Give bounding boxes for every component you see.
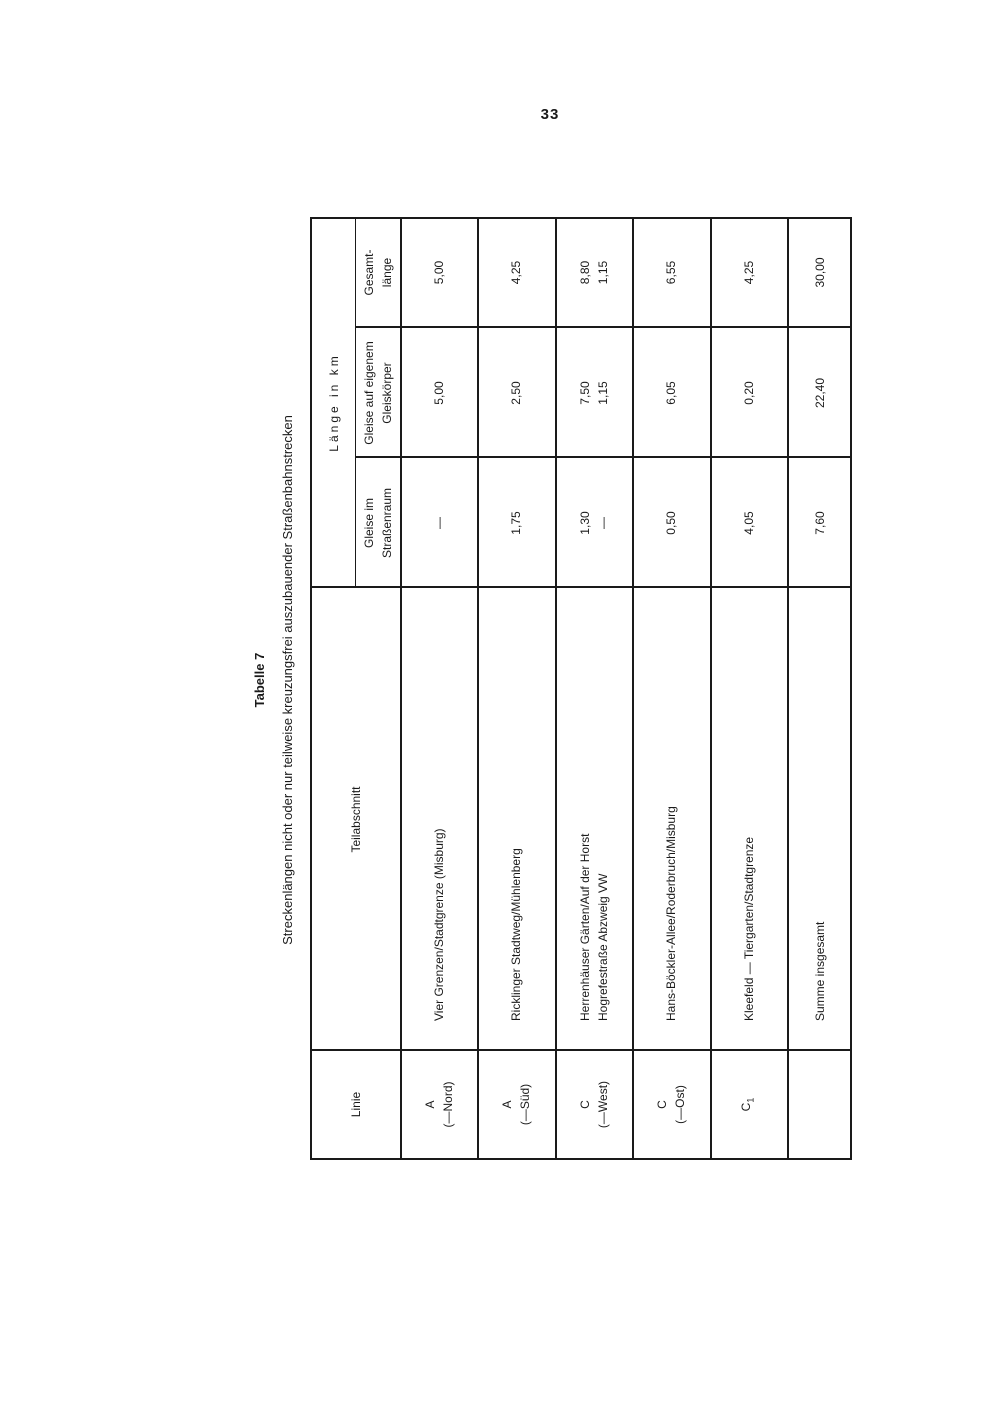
row-5-abschnitt <box>710 588 787 1051</box>
table-caption-subtitle: Streckenlängen nicht oder nur teilweise kreuzungsfrei auszubauender Straßenbahnstrecken <box>280 415 295 945</box>
row-5-eigen <box>710 328 787 458</box>
header-strassenraum <box>355 458 400 588</box>
row-1-abschnitt <box>400 588 477 1051</box>
row-4-eigen <box>632 328 710 458</box>
abschnitt-text: Ricklinger Stadtweg/Mühlenberg <box>509 848 523 1021</box>
value-strasse: — <box>431 517 446 529</box>
value-strasse: 0,50 <box>664 511 678 535</box>
row-1-linie <box>400 1051 477 1158</box>
sum-label: Summe insgesamt <box>812 921 827 1021</box>
value-gesamt: 6,55 <box>664 260 678 285</box>
header-laenge-label: Länge in km <box>326 353 341 452</box>
row-1-eigen <box>400 328 477 458</box>
row-1-strasse <box>400 458 477 588</box>
header-laenge-group <box>312 217 355 588</box>
value-gesamt: 8,80 <box>577 260 592 285</box>
row-5-gesamt <box>710 217 787 328</box>
value-gesamt: 4,25 <box>509 260 523 285</box>
header-strassenraum-line1: Gleise im <box>361 498 376 549</box>
sum-gesamt <box>787 217 852 328</box>
header-gesamt-line1: Gesamt- <box>361 249 376 296</box>
value-eigen: 7,50 <box>577 381 592 405</box>
value-strasse: 7,60 <box>812 511 827 535</box>
row-2-abschnitt <box>477 588 555 1051</box>
linie-letter: A <box>500 1100 514 1109</box>
value-eigen: 0,20 <box>741 381 756 405</box>
value-gesamt: 1,15 <box>595 260 610 285</box>
value-strasse: — <box>595 517 610 529</box>
header-eigen-line2: Gleiskörper <box>379 362 394 424</box>
value-eigen: 22,40 <box>812 377 827 409</box>
abschnitt-text: Herrenhäuser Gärten/Auf der Horst <box>577 833 592 1021</box>
row-4-gesamt <box>632 217 710 328</box>
linie-direction: (—West) <box>595 1080 610 1129</box>
value-gesamt: 4,25 <box>741 260 756 285</box>
row-3-linie <box>555 1051 632 1158</box>
row-5-strasse <box>710 458 787 588</box>
header-teilabschnitt-label: Teilabschnitt <box>349 786 363 853</box>
header-linie <box>312 1051 400 1158</box>
row-3-strasse <box>555 458 632 588</box>
row-1-gesamt <box>400 217 477 328</box>
value-eigen: 6,05 <box>664 381 678 405</box>
sum-label-cell <box>787 588 852 1051</box>
linie-letter <box>737 1098 759 1112</box>
row-2-eigen <box>477 328 555 458</box>
value-gesamt: 5,00 <box>431 260 446 285</box>
row-4-linie <box>632 1051 710 1158</box>
value-eigen: 5,00 <box>431 381 446 405</box>
header-eigen-line1: Gleise auf eigenem <box>361 341 376 445</box>
value-eigen: 1,15 <box>595 381 610 405</box>
row-4-strasse <box>632 458 710 588</box>
header-eigener-koerper <box>355 328 400 458</box>
row-2-strasse <box>477 458 555 588</box>
linie-main: C <box>739 1102 754 1112</box>
row-5-linie <box>710 1051 787 1158</box>
table-caption-title: Tabelle 7 <box>252 652 267 708</box>
sum-eigen <box>787 328 852 458</box>
data-table <box>310 217 852 1160</box>
linie-letter: C <box>577 1100 592 1109</box>
value-eigen: 2,50 <box>509 381 523 405</box>
row-3-abschnitt <box>555 588 632 1051</box>
header-linie-label: Linie <box>349 1091 363 1118</box>
abschnitt-text: Vier Grenzen/Stadtgrenze (Misburg) <box>431 828 446 1021</box>
sum-strasse <box>787 458 852 588</box>
value-strasse: 4,05 <box>741 511 756 535</box>
row-3-gesamt <box>555 217 632 328</box>
abschnitt-text: Hogrefestraße Abzweig VW <box>595 873 610 1021</box>
row-2-gesamt <box>477 217 555 328</box>
header-gesamt-line2: länge <box>379 257 394 288</box>
linie-subscript: 1 <box>745 1097 756 1103</box>
linie-letter: A <box>422 1100 437 1109</box>
row-4-abschnitt <box>632 588 710 1051</box>
linie-direction: (—Nord) <box>440 1081 455 1128</box>
linie-direction: (—Süd) <box>518 1083 532 1126</box>
row-3-eigen <box>555 328 632 458</box>
value-gesamt: 30,00 <box>812 257 827 288</box>
header-teilabschnitt <box>312 588 400 1051</box>
rotated-table-region <box>250 180 850 1180</box>
linie-direction: (—Ost) <box>673 1085 687 1124</box>
row-2-linie <box>477 1051 555 1158</box>
linie-letter: C <box>655 1100 669 1109</box>
header-strassenraum-line2: Straßenraum <box>379 487 394 559</box>
header-gesamt <box>355 217 400 328</box>
abschnitt-text: Hans-Böckler-Allee/Roderbruch/Misburg <box>664 806 678 1021</box>
value-strasse: 1,75 <box>509 511 523 535</box>
sum-linie <box>787 1051 852 1158</box>
abschnitt-text: Kleefeld — Tiergarten/Stadtgrenze <box>741 836 756 1021</box>
value-strasse: 1,30 <box>577 511 592 535</box>
page-number: 33 <box>540 106 560 123</box>
